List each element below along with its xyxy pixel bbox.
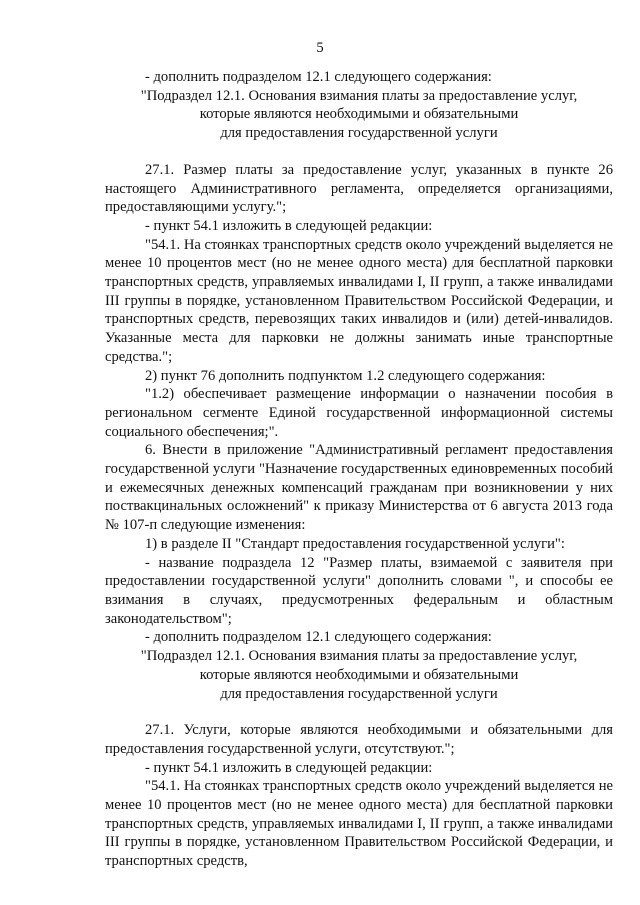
item-6-1: 1) в разделе II "Стандарт предоставления государственной услуги":	[145, 535, 565, 552]
item-6: 6. Внести в приложение "Административный регламент предоставления государственной услуги "Назначение государственных единовременных пособий и ежемесячных денежных компенсаций гражданам при возникновении у них поствакцинальных осложнений" к приказу Министерства от 6 августа 2013 года № 107-п следующие изменения:	[105, 442, 613, 534]
subsection-heading-line: "Подраздел 12.1. Основания взимания платы за предоставление услуг,	[140, 87, 578, 104]
item-6-1-a: - название подраздела 12 "Размер платы, взимаемой с заявителя при предоставлении государственной услуги" дополнить словами ", и способы ее взимания в случаях, предусмотренных федеральным и областным законодательством";	[105, 554, 613, 627]
amendment-intro: - дополнить подразделом 12.1 следующего содержания:	[145, 69, 492, 85]
amendment-intro: - дополнить подразделом 12.1 следующего содержания:	[145, 629, 492, 646]
amendment-intro: - пункт 54.1 изложить в следующей редакции:	[145, 217, 433, 234]
amendment-intro: - пункт 54.1 изложить в следующей редакции:	[145, 759, 433, 776]
subsection-heading-line: которые являются необходимыми и обязательными	[199, 666, 519, 683]
paragraph-27-1: 27.1. Размер платы за предоставление услуг, указанных в пункте 26 настоящего Административного регламента, определяется организациями, предоставляющими услугу.";	[105, 161, 613, 216]
paragraph-1-2: "1.2) обеспечивает размещение информации о назначении пособия в региональном сегменте Единой государственной информационной системы социального обеспечения;".	[105, 386, 613, 440]
amendment-intro: 2) пункт 76 дополнить подпунктом 1.2 следующего содержания:	[145, 367, 546, 384]
paragraph-27-1: 27.1. Услуги, которые являются необходимыми и обязательными для предоставления государственной услуги, отсутствуют.";	[105, 722, 613, 757]
subsection-heading-line: "Подраздел 12.1. Основания взимания платы за предоставление услуг,	[140, 648, 578, 665]
document-body	[105, 68, 613, 871]
paragraph-54-1: "54.1. На стоянках транспортных средств около учреждений выделяется не менее 10 процентов мест (но не менее одного места) для бесплатной парковки транспортных средств, управляемых инвалидами I, II групп, а также инвалидами III группы в порядке, установленном Правительством Российской Федерации, и транспортных средств,	[105, 778, 613, 870]
paragraph-54-1: "54.1. На стоянках транспортных средств около учреждений выделяется не менее 10 процентов мест (но не менее одного места) для бесплатной парковки транспортных средств, управляемых инвалидами I, II групп, а также инвалидами III группы в порядке, установленном Правительством Российской Федерации, и транспортных средств, перевозящих таких инвалидов и (или) детей-инвалидов. Указанные места для парковки не должны занимать иные транспортные средства.";	[105, 236, 613, 365]
subsection-heading-line: для предоставления государственной услуги	[220, 125, 498, 142]
page-number: 5	[316, 40, 324, 56]
subsection-heading-line: для предоставления государственной услуги	[220, 685, 498, 702]
subsection-heading-line: которые являются необходимыми и обязательными	[199, 106, 519, 123]
